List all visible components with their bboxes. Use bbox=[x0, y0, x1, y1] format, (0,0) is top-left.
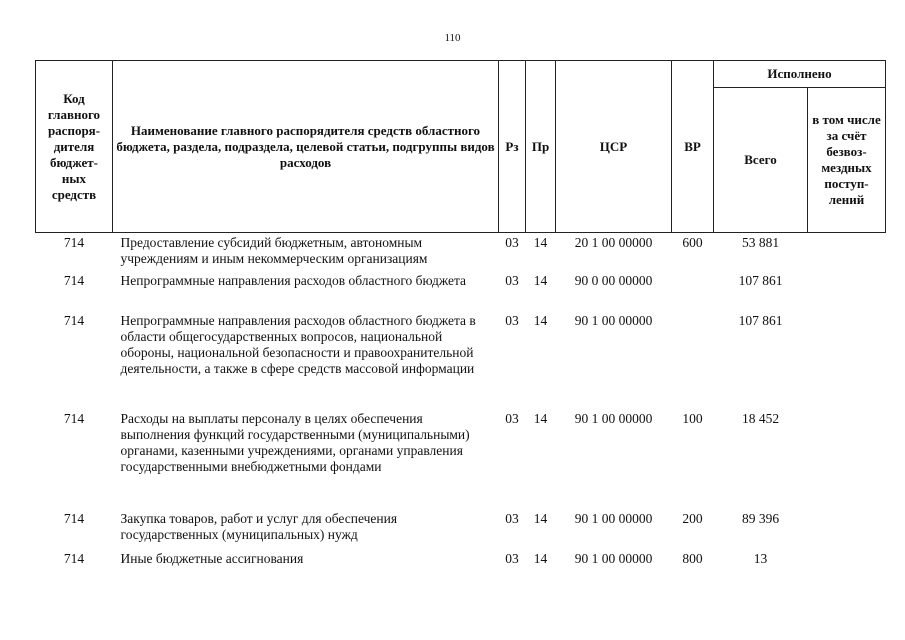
cell-rz: 03 bbox=[505, 273, 519, 288]
cell-vr: 800 bbox=[682, 551, 703, 566]
header-pr: Пр bbox=[526, 61, 556, 233]
cell-total: 13 bbox=[753, 551, 768, 566]
table-row bbox=[36, 511, 886, 551]
cell-name: Непрограммные направления расходов областного бюджета в области общегосударственных вопросов, национальной обороны, национальной безопасности и правоохранительной деятельности, а также в сфере средств массовой информации bbox=[120, 313, 476, 376]
cell-incl bbox=[808, 273, 886, 313]
table-body bbox=[36, 233, 886, 572]
cell-code: 714 bbox=[63, 411, 85, 426]
header-csr: ЦСР bbox=[556, 61, 672, 233]
cell-name: Иные бюджетные ассигнования bbox=[120, 551, 304, 566]
cell-code: 714 bbox=[63, 273, 85, 288]
header-code: Код главного распоря-дителя бюджет-ных средств bbox=[36, 61, 113, 233]
header-name: Наименование главного распорядителя средств областного бюджета, раздела, подраздела, целевой статьи, подгруппы видов расходов bbox=[113, 61, 499, 233]
table-row bbox=[36, 411, 886, 511]
cell-total: 107 861 bbox=[738, 273, 783, 288]
cell-code: 714 bbox=[63, 511, 85, 526]
cell-pr: 14 bbox=[533, 411, 548, 426]
cell-code: 714 bbox=[63, 551, 85, 566]
cell-vr bbox=[672, 273, 714, 313]
cell-total: 53 881 bbox=[741, 235, 780, 250]
cell-pr: 14 bbox=[533, 511, 548, 526]
cell-incl bbox=[808, 411, 886, 511]
header-rz: Рз bbox=[499, 61, 526, 233]
cell-incl bbox=[808, 511, 886, 551]
cell-incl bbox=[808, 551, 886, 571]
table-row bbox=[36, 273, 886, 313]
cell-csr: 90 1 00 00000 bbox=[574, 313, 653, 328]
cell-csr: 90 1 00 00000 bbox=[574, 551, 653, 566]
table-row bbox=[36, 233, 886, 274]
header-executed: Исполнено bbox=[714, 61, 886, 88]
cell-vr bbox=[672, 313, 714, 411]
header-total: Всего bbox=[714, 88, 808, 233]
cell-name: Непрограммные направления расходов областного бюджета bbox=[120, 273, 467, 288]
cell-rz: 03 bbox=[505, 411, 519, 426]
cell-name: Расходы на выплаты персоналу в целях обеспечения выполнения функций государственными (муниципальными) органами, казенными учреждениями, органами управления государственными внебюджетными фондами bbox=[120, 411, 470, 474]
cell-pr: 14 bbox=[533, 235, 548, 250]
table-row bbox=[36, 551, 886, 571]
cell-total: 18 452 bbox=[741, 411, 780, 426]
cell-pr: 14 bbox=[533, 313, 548, 328]
cell-pr: 14 bbox=[533, 273, 548, 288]
cell-rz: 03 bbox=[505, 511, 519, 526]
cell-csr: 90 1 00 00000 bbox=[574, 411, 653, 426]
cell-incl bbox=[808, 313, 886, 411]
cell-total: 107 861 bbox=[738, 313, 783, 328]
cell-code: 714 bbox=[63, 235, 85, 250]
cell-csr: 90 0 00 00000 bbox=[574, 273, 653, 288]
cell-vr: 100 bbox=[682, 411, 703, 426]
cell-name: Закупка товаров, работ и услуг для обеспечения государственных (муниципальных) нужд bbox=[120, 511, 398, 542]
header-vr: ВР bbox=[672, 61, 714, 233]
cell-pr: 14 bbox=[533, 551, 548, 566]
cell-incl bbox=[808, 233, 886, 274]
table-row bbox=[36, 313, 886, 411]
cell-rz: 03 bbox=[505, 551, 519, 566]
cell-csr: 20 1 00 00000 bbox=[574, 235, 653, 250]
header-incl-gratuitous: в том числе за счёт безвоз-мездных поступ-лений bbox=[808, 88, 886, 233]
cell-rz: 03 bbox=[505, 235, 519, 250]
cell-code: 714 bbox=[63, 313, 85, 328]
table-header bbox=[36, 61, 886, 233]
cell-csr: 90 1 00 00000 bbox=[574, 511, 653, 526]
cell-vr: 600 bbox=[682, 235, 703, 250]
cell-rz: 03 bbox=[505, 313, 519, 328]
cell-name: Предоставление субсидий бюджетным, автономным учреждениям и иным некоммерческим организациям bbox=[120, 235, 428, 266]
cell-total: 89 396 bbox=[741, 511, 780, 526]
cell-vr: 200 bbox=[682, 511, 703, 526]
budget-table bbox=[35, 60, 886, 571]
page-number: 110 bbox=[444, 32, 461, 44]
